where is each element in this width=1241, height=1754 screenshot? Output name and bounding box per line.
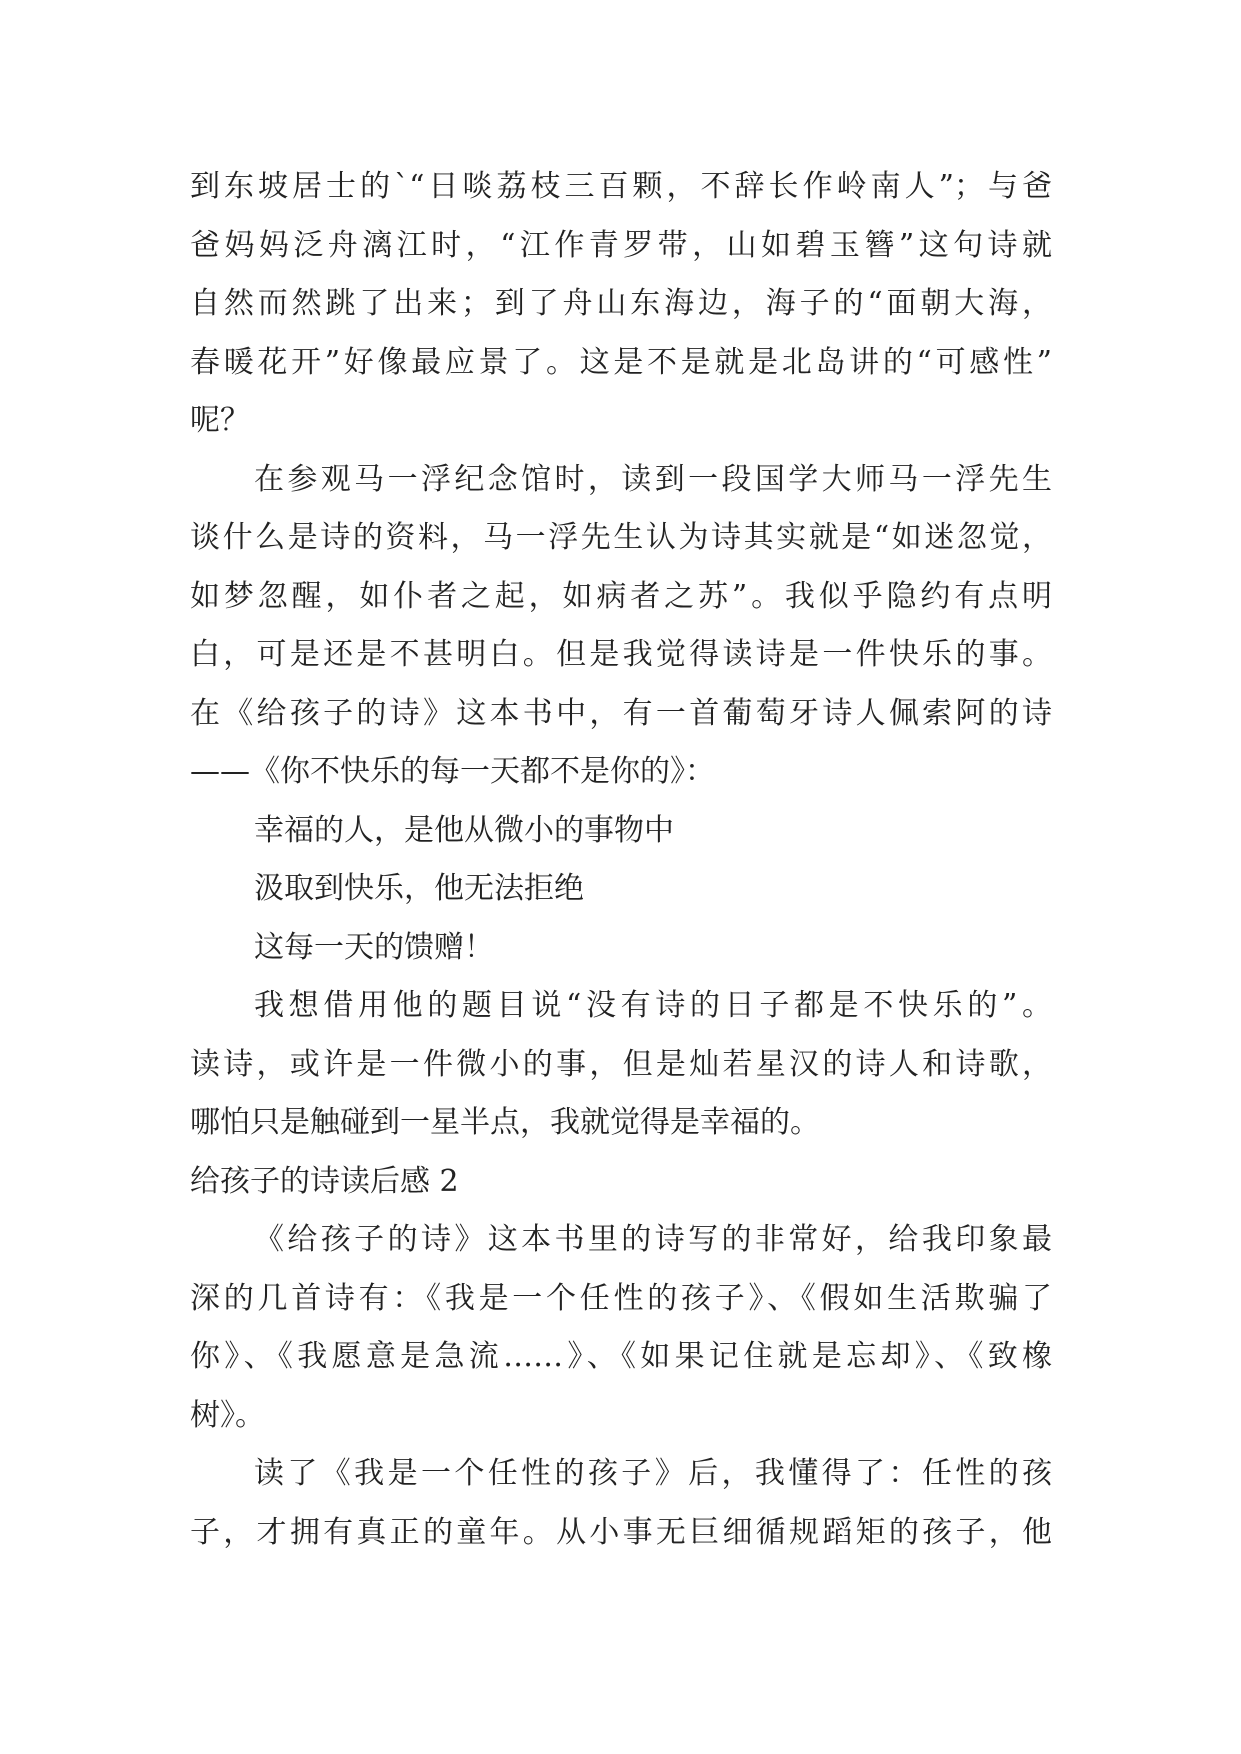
text-line: 自然而然跳了出来；到了舟山东海边，海子的“面朝大海， [190,286,1052,321]
text-line: 如梦忽醒，如仆者之起，如病者之苏”。我似乎隐约有点明 [190,578,1052,614]
text-line: ——《你不快乐的每一天都不是你的》： [190,754,715,789]
text-line: 春暖花开”好像最应景了。这是不是就是北岛讲的“可感性” [190,344,1052,380]
text-line: 呢？ [190,403,250,438]
text-line: 树》。 [190,1397,265,1433]
text-line: 哪怕只是触碰到一星半点，我就觉得是幸福的。 [190,1105,820,1140]
text-line: 深的几首诗有：《我是一个任性的孩子》、《假如生活欺骗了 [190,1280,1052,1316]
text-line: 白，可是还是不甚明白。但是我觉得读诗是一件快乐的事。 [190,637,1052,672]
text-line: 幸福的人，是他从微小的事物中 [254,812,674,848]
section-heading [190,1153,1052,1212]
text-line: 在《给孩子的诗》这本书中，有一首葡萄牙诗人佩索阿的诗 [190,695,1052,731]
paragraph-borrow-title [190,977,1052,1153]
text-line: 我想借用他的题目说“没有诗的日子都是不快乐的”。 [254,988,1052,1023]
poem-line-3 [190,919,1052,978]
poem-line-1 [190,802,1052,861]
text-line: 子，才拥有真正的童年。从小事无巨细循规蹈矩的孩子，他 [190,1514,1052,1550]
paragraph-mayifu [190,451,1052,802]
text-line: 读诗，或许是一件微小的事，但是灿若星汉的诗人和诗歌， [190,1046,1052,1082]
text-line: 读了《我是一个任性的孩子》后，我懂得了：任性的孩 [254,1456,1052,1491]
text-line: 你》、《我愿意是急流……》、《如果记住就是忘却》、《致橡 [190,1339,1052,1374]
text-line: 汲取到快乐，他无法拒绝 [254,871,584,906]
document-body [190,158,1052,1562]
text-line: 到东坡居士的`“日啖荔枝三百颗，不辞长作岭南人”；与爸 [190,169,1052,204]
text-line: 谈什么是诗的资料，马一浮先生认为诗其实就是“如迷忽觉， [190,520,1052,555]
text-line: 这每一天的馈赠！ [254,929,494,965]
paragraph-book-favorites [190,1211,1052,1445]
poem-line-2 [190,860,1052,919]
text-line: 在参观马一浮纪念馆时，读到一段国学大师马一浮先生 [254,461,1052,497]
text-line: 爸妈妈泛舟漓江时，“江作青罗带，山如碧玉簪”这句诗就 [190,227,1052,263]
paragraph-willful-child [190,1445,1052,1562]
paragraph-dongpo [190,158,1052,451]
heading-text: 给孩子的诗读后感 2 [190,1163,459,1199]
text-line: 《给孩子的诗》这本书里的诗写的非常好，给我印象最 [254,1222,1052,1257]
